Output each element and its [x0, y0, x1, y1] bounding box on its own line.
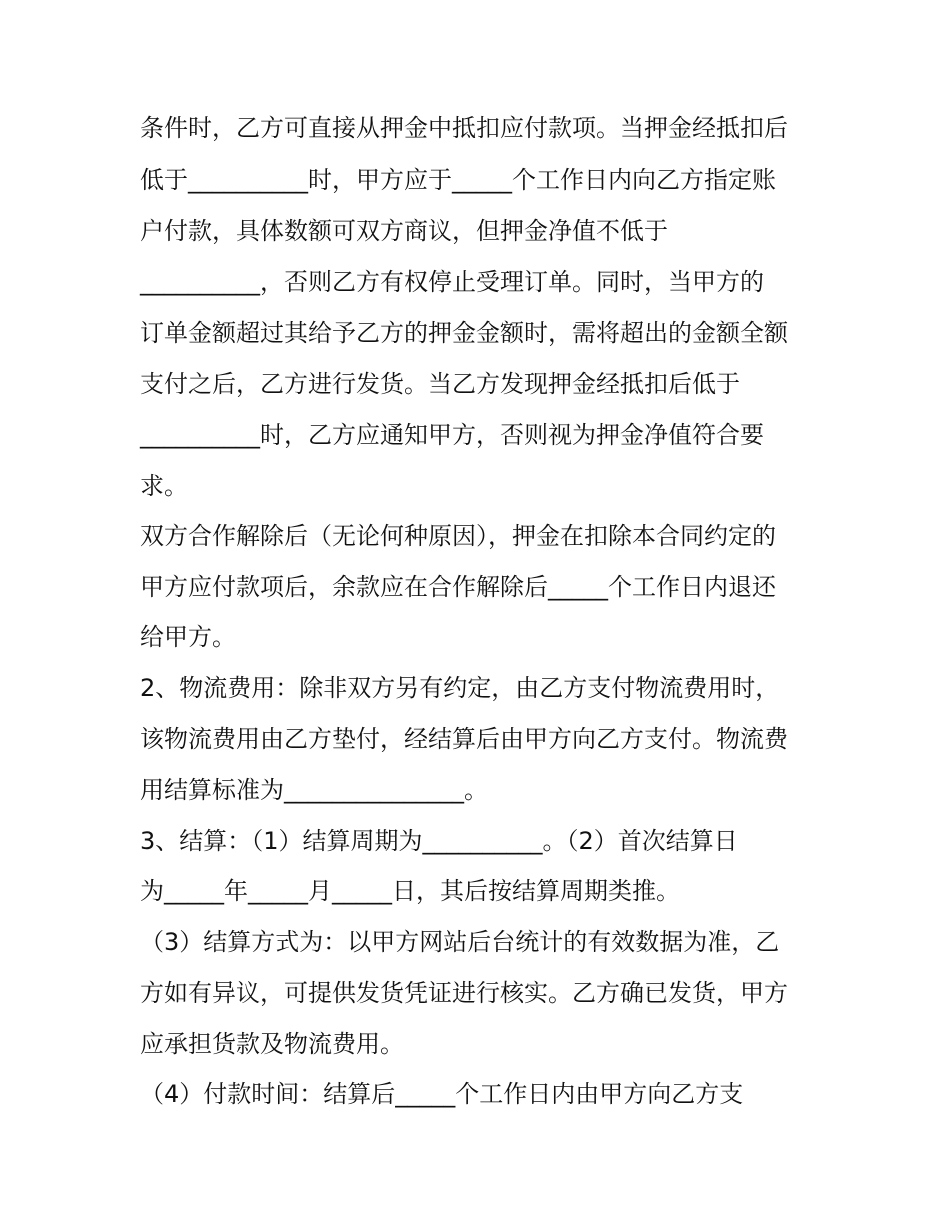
- text-line: 用结算标准为_______________。: [140, 776, 488, 804]
- text-line: 双方合作解除后（无论何种原因），押金在扣除本合同约定的: [140, 522, 776, 550]
- text-line: 条件时，乙方可直接从押金中抵扣应付款项。当押金经抵扣后: [140, 114, 788, 142]
- text-line: （4）付款时间：结算后_____个工作日内由甲方向乙方支: [140, 1080, 744, 1108]
- text-line: 支付之后，乙方进行发货。当乙方发现押金经抵扣后低于: [140, 370, 740, 398]
- text-line: 户付款，具体数额可双方商议，但押金净值不低于: [140, 217, 668, 245]
- text-line: 低于__________时，甲方应于_____个工作日内向乙方指定账: [140, 166, 776, 194]
- text-line: 订单金额超过其给予乙方的押金金额时，需将超出的金额全额: [140, 319, 788, 347]
- text-line: 甲方应付款项后，余款应在合作解除后_____个工作日内退还: [140, 573, 776, 601]
- text-line: 求。: [140, 472, 188, 500]
- text-line: 3、结算：（1）结算周期为__________。（2）首次结算日: [140, 827, 738, 855]
- text-line: 给甲方。: [140, 623, 236, 651]
- text-line: 2、物流费用：除非双方另有约定，由乙方支付物流费用时，: [140, 674, 780, 702]
- text-line: __________，否则乙方有权停止受理订单。同时，当甲方的: [140, 268, 764, 296]
- text-line: 为_____年_____月_____日，其后按结算周期类推。: [140, 877, 680, 905]
- text-line: __________时，乙方应通知甲方，否则视为押金净值符合要: [140, 421, 764, 449]
- text-line: （3）结算方式为：以甲方网站后台统计的有效数据为准，乙: [140, 928, 780, 956]
- text-line: 方如有异议，可提供发货凭证进行核实。乙方确已发货，甲方: [140, 979, 788, 1007]
- text-line: 该物流费用由乙方垫付，经结算后由甲方向乙方支付。物流费: [140, 725, 788, 753]
- text-line: 应承担货款及物流费用。: [140, 1030, 404, 1058]
